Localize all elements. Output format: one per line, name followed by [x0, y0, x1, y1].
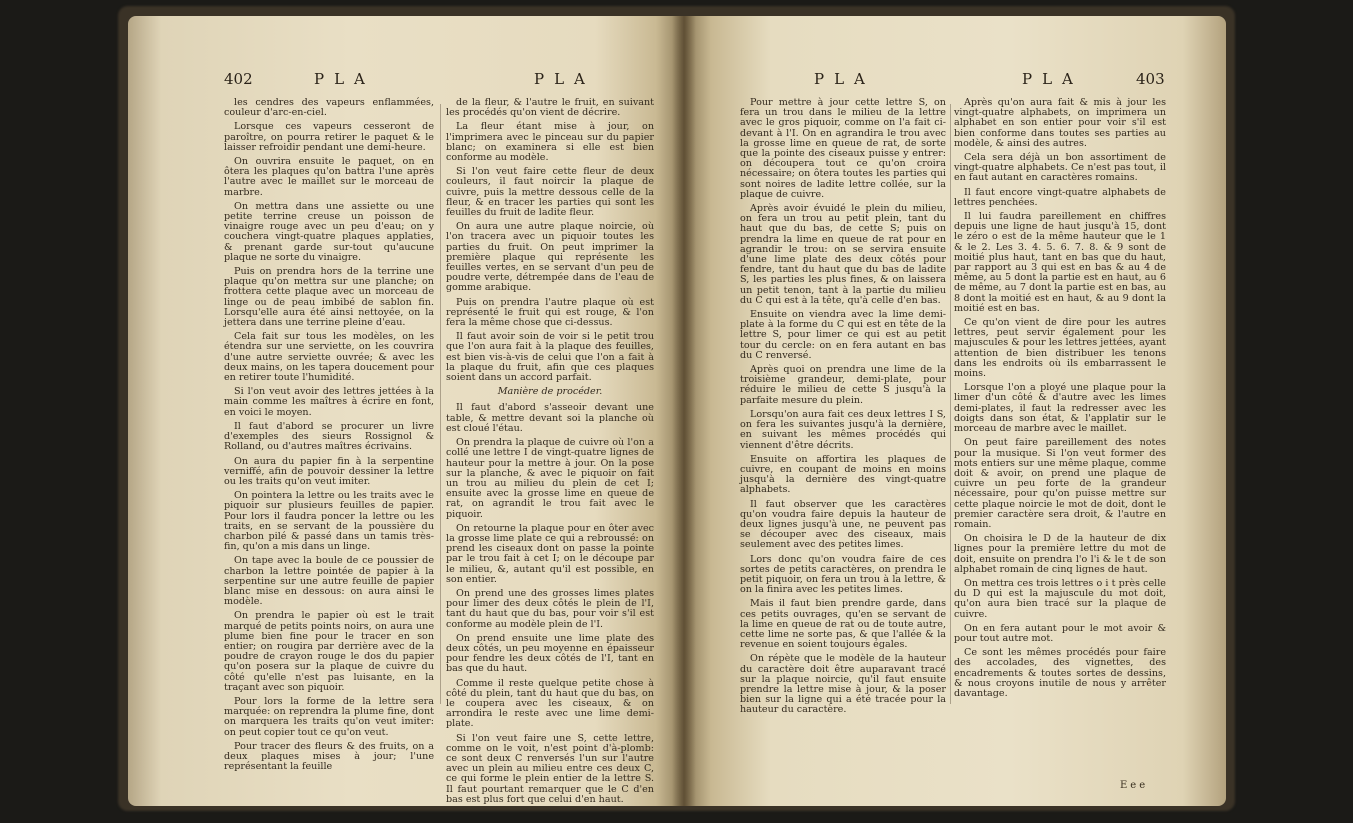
paragraph: Pour mettre à jour cette lettre S, on fera un trou dans le milieu de la lettre avec le gros piquoir, comme on l'a fait ci-devant à l'I. On en agrandira le trou avec la grosse lime en queue de rat, de sorte que la pointe des ciseaux puisse y entrer: on découpera tout ce qu'on croira nécessaire; on ôtera toutes les parties qui sont noires de ladite lettre collée, sur la plaque de cuivre.: [740, 97, 946, 200]
paragraph: On prend ensuite une lime plate des deux côtés, un peu moyenne en épaisseur pour fendre les deux côtés de l'I, tant en bas que du haut.: [446, 632, 654, 675]
paragraph: Il faut encore vingt-quatre alphabets de lettres penchées.: [954, 186, 1166, 208]
paragraph: Il faut avoir soin de voir si le petit trou que l'on aura fait à la plaque des feuilles, est bien vis-à-vis de celui que l'on a fait à la plaque du fruit, afin que ces plaques soient dans un accord parfait.: [446, 331, 654, 384]
paragraph: On tape avec la boule de ce poussier de charbon la lettre pointée de papier à la serpentine sur une autre feuille de papier blanc mise en dessous: on aura ainsi le modèle.: [224, 555, 434, 608]
running-head-left: PLA: [314, 70, 375, 88]
running-head-right: PLA: [1022, 70, 1083, 88]
paragraph: Lorsque ces vapeurs cesseront de paroître, on pourra retirer le paquet & le laisser refroidir pendant une demi-heure.: [224, 121, 434, 153]
paragraph: les cendres des vapeurs enflammées, couleur d'arc-en-ciel.: [224, 97, 434, 119]
section-heading: Manière de procéder.: [497, 386, 603, 398]
column-rule: [440, 104, 441, 704]
page-number: 403: [1136, 70, 1165, 88]
paragraph: Il faut d'abord s'asseoir devant une table, & mettre devant soi la planche où est cloué l'étau.: [446, 402, 654, 434]
paragraph: Il faut observer que les caractères qu'on voudra faire depuis la hauteur de deux lignes jusqu'à une, ne peuvent pas se découper avec des ciseaux, mais seulement avec des petites limes.: [740, 498, 946, 551]
paragraph: On ouvrira ensuite le paquet, on en ôtera les plaques qu'on battra l'une après l'autre avec le maillet sur le morceau de marbre.: [224, 156, 434, 198]
paragraph: Après avoir évuidé le plein du milieu, on fera un trou au petit plein, tant du haut que du bas, de cette S; puis on prendra la lime en queue de rat pour en agrandir le trou: on se servira ensuite d'une lime plate des deux côtés pour fendre, tant du haut que du bas de ladite S, les parties les plus fines, & on laissera un petit tenon, tant à la partie du milieu du C qui est à la tête, qu'à celle d'en bas.: [740, 203, 946, 306]
paragraph: Comme il reste quelque petite chose à côté du plein, tant du haut que du bas, on le coupera avec les ciseaux, & on arrondira le reste avec une lime demi-plate.: [446, 677, 654, 730]
paragraph: Après qu'on aura fait & mis à jour les vingt-quatre alphabets, on imprimera un alphabet en son entier pour voir s'il est bien conforme dans toutes ses parties au modèle, & ainsi des autres.: [954, 97, 1166, 149]
paragraph: Puis on prendra hors de la terrine une plaque qu'on mettra sur une planche; on frottera cette plaque avec un morceau de linge ou de peau imbibé de sablon fin. Lorsqu'elle aura été ainsi nettoyée, on la jettera dans une terrine pleine d'eau.: [224, 266, 434, 329]
paragraph: On retourne la plaque pour en ôter avec la grosse lime plate ce qui a rebroussé: on prend les ciseaux dont on passe la pointe par le trou fait à cet I; on le découpe par le milieu, &, autant qu'il est possible, en son entier.: [446, 522, 654, 585]
paragraph: On répète que le modèle de la hauteur du caractère doit être auparavant tracé sur la plaque noircie, qu'il faut ensuite prendre la lettre mise à jour, & la poser bien sur la ligne qui a été tracée pour la hauteur du caractère.: [740, 653, 946, 716]
paragraph: de la fleur, & l'autre le fruit, en suivant les procédés qu'on vient de décrire.: [446, 97, 654, 119]
paragraph: Lorsque l'on a ployé une plaque pour la limer d'un côté & d'autre avec les limes demi-plates, il faut la redresser avec les doigts dans son état, & l'applatir sur le morceau de marbre avec le maillet.: [954, 382, 1166, 435]
paragraph: On prendra le papier où est le trait marqué de petits points noirs, on aura une plume bien fine pour le tracer en son entier; on rougira par derrière avec de la poudre de crayon rouge le dos du papier qu'on posera sur la plaque de cuivre du côté qu'elle n'est pas luisante, en la traçant avec son piquoir.: [224, 610, 434, 693]
paragraph: Ce sont les mêmes procédés pour faire des accolades, des vignettes, des encadrements & toutes sortes de dessins, & nous croyons inutile de nous y arrêter davantage.: [954, 647, 1166, 699]
text-column-left: [224, 98, 434, 776]
paragraph: Pour lors la forme de la lettre sera marquée: on reprendra la plume fine, dont on marquera les traits qu'on veut imiter: on peut copier tout ce qu'on veut.: [224, 695, 434, 738]
paragraph: On prend une des grosses limes plates pour limer des deux côtés le plein de l'I, tant du haut que du bas, pour voir s'il est conforme au modèle plein de l'I.: [446, 587, 654, 630]
paragraph: On aura du papier fin à la serpentine verniffé, afin de pouvoir dessiner la lettre ou les traits qu'on veut imiter.: [224, 455, 434, 487]
paragraph: On prendra la plaque de cuivre où l'on a collé une lettre I de vingt-quatre lignes de hauteur pour la mettre à jour. On la pose sur la planche, & avec le piquoir on fait un trou au milieu du plein de cet I; ensuite avec la grosse lime en queue de rat, on agrandit le trou fait avec le piquoir.: [446, 437, 654, 520]
paragraph: On choisira le D de la hauteur de dix lignes pour la première lettre du mot de doit, ensuite on prendra l'o l'i & le t de son alphabet romain de cinq lignes de haut.: [954, 533, 1166, 575]
paragraph: On mettra ces trois lettres o i t près celle du D qui est la majuscule du mot doit, qu'on aura bien tracé sur la plaque de cuivre.: [954, 577, 1166, 620]
paragraph: On peut faire pareillement des notes pour la musique. Si l'on veut former des mots entiers sur une même plaque, comme doit & avoir, on prend une plaque de cuivre un peu forte de la grandeur nécessaire, pour qu'on puisse mettre sur cette plaque noircie le mot de doit, dont le premier caractère sera droit, & l'autre en romain.: [954, 437, 1166, 530]
paragraph: Ensuite on affortira les plaques de cuivre, en coupant de moins en moins jusqu'à la dernière des vingt-quatre alphabets.: [740, 453, 946, 496]
paragraph: Après quoi on prendra une lime de la troisième grandeur, demi-plate, pour réduire le milieu de cette S jusqu'à la parfaite mesure du plein.: [740, 364, 946, 406]
text-column-left: [740, 98, 946, 720]
paragraph: Puis on prendra l'autre plaque où est représenté le fruit qui est rouge, & l'on fera la même chose que ci-dessus.: [446, 296, 654, 329]
text-column-right: [954, 98, 1166, 703]
paragraph: On aura une autre plaque noircie, où l'on tracera avec un piquoir toutes les parties du fruit. On peut imprimer la première plaque qui représente les feuilles vertes, en se servant d'un peu de poudre verte, détrempée dans de l'eau de gomme arabique.: [446, 221, 654, 294]
left-page: [128, 16, 684, 806]
running-head-left: PLA: [814, 70, 875, 88]
paragraph: Il faut d'abord se procurer un livre d'exemples des sieurs Rossignol & Rolland, ou d'autres maîtres écrivains.: [224, 420, 434, 453]
column-rule: [950, 104, 951, 704]
paragraph: On mettra dans une assiette ou une petite terrine creuse un poisson de vinaigre rouge avec un peu d'eau; on y couchera vingt-quatre plaques applaties, & prenant garde sur-tout qu'aucune plaque ne sorte du vinaigre.: [224, 200, 434, 263]
signature-mark: Eee: [1120, 780, 1149, 791]
paragraph: Si l'on veut avoir des lettres jettées à la main comme les maîtres à écrire en font, en voici le moyen.: [224, 386, 434, 418]
paragraph: Mais il faut bien prendre garde, dans ces petits ouvrages, qu'en se servant de la lime en queue de rat ou de toute autre, cette lime ne sorte pas, & que l'allée & la revenue en soient toujours égales.: [740, 598, 946, 651]
paragraph: Cela sera déjà un bon assortiment de vingt-quatre alphabets. Ce n'est pas tout, il en faut autant en caractères romains.: [954, 152, 1166, 184]
paragraph: On en fera autant pour le mot avoir & pour tout autre mot.: [954, 622, 1166, 644]
paragraph: Ensuite on viendra avec la lime demi-plate à la forme du C qui est en tête de la lettre S, pour limer ce qui est au petit tour du cercle: on en fera autant en bas du C renversé.: [740, 309, 946, 361]
paragraph: On pointera la lettre ou les traits avec le piquoir sur plusieurs feuilles de papier. Pour lors il faudra poncer la lettre ou les traits, en se servant de la poussière du charbon pilé & passé dans un tamis très-fin, qu'on a mis dans un linge.: [224, 490, 434, 553]
paragraph: La fleur étant mise à jour, on l'imprimera avec le pinceau sur du papier blanc; on examinera si elle est bien conforme au modèle.: [446, 121, 654, 164]
paragraph: Il lui faudra pareillement en chiffres depuis une ligne de haut jusqu'à 15, dont le zéro o est de la même hauteur que le 1 & le 2. Les 3. 4. 5. 6. 7. 8. & 9 sont de moitié plus haut, tant en bas que du haut, par rapport au 3 qui est en bas & au 4 de même, au 5 dont la partie est en haut, au 6 de même, au 7 dont la partie est en bas, au 8 dont la moitié est en haut, & au 9 dont la moitié est en bas.: [954, 211, 1166, 314]
text-column-right: [446, 98, 654, 806]
paragraph: Pour tracer des fleurs & des fruits, on a deux plaques mises à jour; l'une représentant la feuille: [224, 740, 434, 773]
book-gutter: [672, 16, 696, 806]
running-head-right: PLA: [534, 70, 595, 88]
paragraph: Si l'on veut faire cette fleur de deux couleurs, il faut noircir la plaque de cuivre, puis la mettre dessous celle de la fleur, & en tracer les parties qui sont les feuilles du fruit de ladite fleur.: [446, 166, 654, 219]
paragraph: Lorsqu'on aura fait ces deux lettres I S, on fera les suivantes jusqu'à la dernière, en suivant les mêmes procédés qui viennent d'être décrits.: [740, 408, 946, 451]
paragraph: Ce qu'on vient de dire pour les autres lettres, peut servir également pour les majuscules & pour les lettres jettées, ayant attention de bien distribuer les tenons dans les endroits où ils embarrassent le moins.: [954, 317, 1166, 380]
paragraph: Si l'on veut faire une S, cette lettre, comme on le voit, n'est point d'à-plomb: ce sont deux C renversés l'un sur l'autre avec un plein au milieu entre ces deux C, ce qui forme le plein entier de la lettre S. Il faut pourtant remarquer que le C d'en bas est plus fort que celui d'en haut.: [446, 732, 654, 805]
paragraph: Lors donc qu'on voudra faire de ces sortes de petits caractères, on prendra le petit piquoir, on fera un trou à la lettre, & on la finira avec les petites limes.: [740, 553, 946, 596]
paragraph: Cela fait sur tous les modèles, on les étendra sur une serviette, on les couvrira d'une autre serviette ouvrée; & avec les deux mains, on les tapera doucement pour en retirer toute l'humidité.: [224, 331, 434, 384]
right-page: [684, 16, 1226, 806]
page-number: 402: [224, 70, 253, 88]
